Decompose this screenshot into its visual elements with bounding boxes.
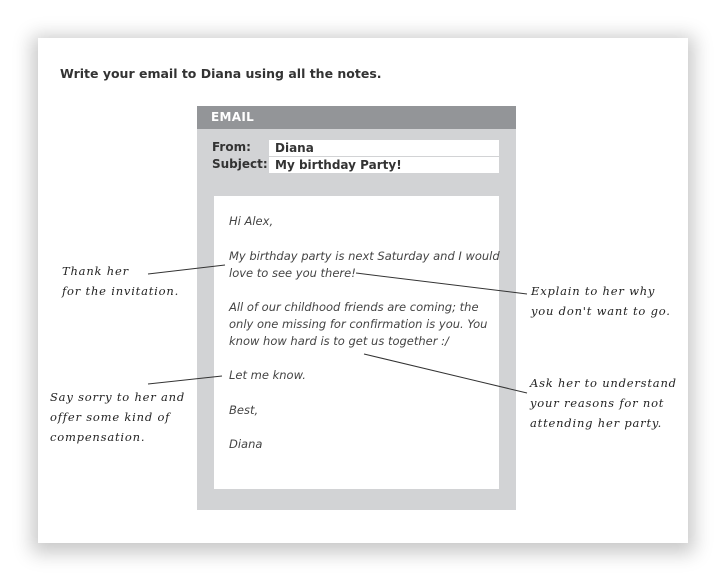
subject-field[interactable]	[269, 157, 499, 173]
subject-label: Subject:	[212, 157, 268, 171]
email-form	[197, 106, 516, 510]
note-thank-line-2: for the invitation.	[62, 284, 180, 298]
body-closing: Best,	[229, 403, 259, 417]
body-line-3: All of our childhood friends are coming; the	[229, 300, 479, 314]
note-sorry-line-2: offer some kind of	[50, 410, 171, 424]
from-field[interactable]	[269, 140, 499, 156]
note-explain	[531, 281, 671, 321]
body-line-6: Let me know.	[229, 368, 306, 382]
instruction-text: Write your email to Diana using all the notes.	[60, 66, 382, 81]
email-header-label: EMAIL	[211, 110, 255, 124]
body-line-5: know how hard is to get us together :/	[229, 334, 449, 348]
body-line-1: My birthday party is next Saturday and I would	[229, 249, 500, 263]
note-sorry-line-3: compensation.	[50, 430, 146, 444]
note-thank	[62, 261, 179, 301]
email-body[interactable]	[214, 196, 499, 489]
note-sorry	[50, 387, 185, 447]
note-explain-line-2: you don't want to go.	[531, 304, 671, 318]
note-sorry-line-1: Say sorry to her and	[50, 390, 186, 404]
body-signature: Diana	[229, 437, 263, 451]
note-ask	[530, 373, 677, 433]
subject-value: My birthday Party!	[275, 158, 402, 172]
note-ask-line-3: attending her party.	[530, 416, 663, 430]
from-label: From:	[212, 140, 251, 154]
email-header-bar	[197, 106, 516, 129]
note-ask-line-2: your reasons for not	[530, 396, 665, 410]
note-explain-line-1: Explain to her why	[531, 284, 656, 298]
note-ask-line-1: Ask her to understand	[530, 376, 677, 390]
from-value: Diana	[275, 141, 314, 155]
note-thank-line-1: Thank her	[62, 264, 129, 278]
body-greeting: Hi Alex,	[229, 214, 274, 228]
body-line-2: love to see you there!	[229, 266, 356, 280]
body-line-4: only one missing for confirmation is you. You	[229, 317, 488, 331]
